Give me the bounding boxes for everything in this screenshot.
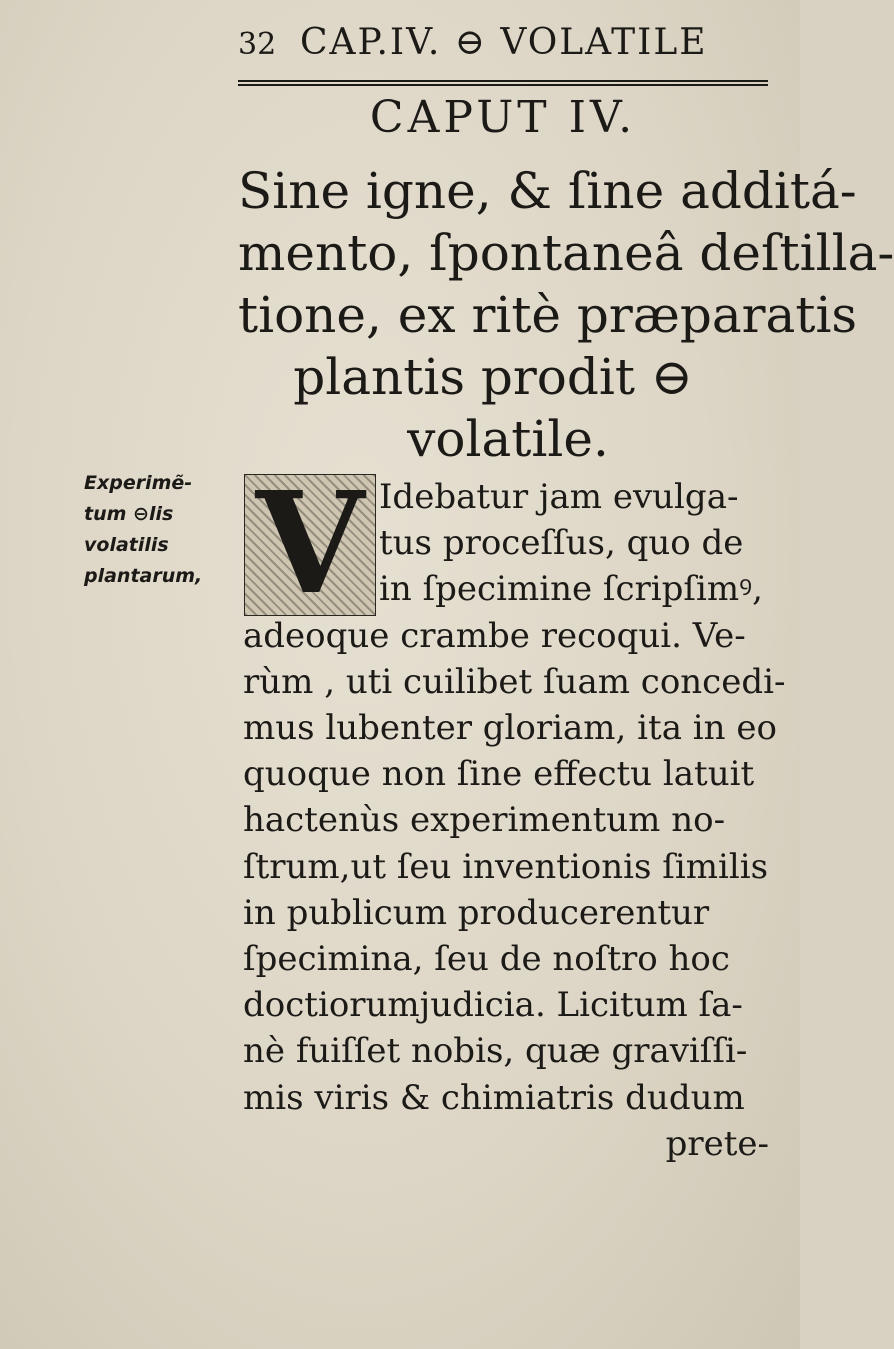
marginal-note-line: plantarum, [84, 565, 203, 587]
body-line: doctiorumjudicia. Licitum ſa- [243, 985, 743, 1026]
body-line: mus lubenter gloriam, ita in eo [243, 708, 777, 749]
body-line: quoque non ſine effectu latuit [243, 754, 755, 795]
page-number: 32 [238, 27, 277, 62]
body-line: ſtrum,ut ſeu inventionis ſimilis [243, 846, 769, 887]
double-rule-divider [238, 80, 768, 86]
marginal-note-line: tum ⊖lis [84, 503, 174, 525]
heading-line: mento, ſpontaneâ deſtilla- [238, 224, 894, 282]
marginal-note-line: Experimẽ- [84, 472, 193, 494]
body-line: ſpecimina, ſeu de noſtro hoc [243, 939, 730, 980]
body-line: tus proceſſus, quo de [379, 523, 744, 564]
body-line: in publicum producerentur [243, 892, 710, 933]
chapter-title: CAPUT IV. [369, 92, 637, 143]
heading-line: tione, ex ritè præparatis [238, 286, 858, 344]
initial-letter: V [255, 462, 365, 626]
body-line: nè fuiſſet nobis, quæ graviſſi- [243, 1031, 748, 1072]
body-line: Idebatur jam evulga- [379, 477, 739, 517]
marginal-note-line: volatilis [84, 534, 169, 556]
running-head [238, 22, 758, 72]
body-paragraph [243, 474, 786, 1167]
body-line: in ſpecimine ſcripſimꝰ, [379, 569, 763, 610]
heading-line: volatile. [407, 410, 609, 468]
body-line: rùm , uti cuilibet ſuam concedi- [243, 661, 786, 702]
heading-line: plantis prodit ⊖ [293, 348, 693, 406]
body-line: adeoque crambe recoqui. Ve- [243, 615, 746, 656]
body-line: hactenùs experimentum no- [243, 800, 726, 841]
catchword: prete- [665, 1123, 769, 1164]
heading-line: Sine igne, & ſine additá- [238, 162, 857, 220]
chapter-heading [238, 160, 894, 470]
marginal-note [84, 468, 244, 592]
running-head-title: CAP.IV. ⊖ VOLATILE [300, 22, 708, 63]
body-line: mis viris & chimiatris dudum [243, 1077, 745, 1118]
